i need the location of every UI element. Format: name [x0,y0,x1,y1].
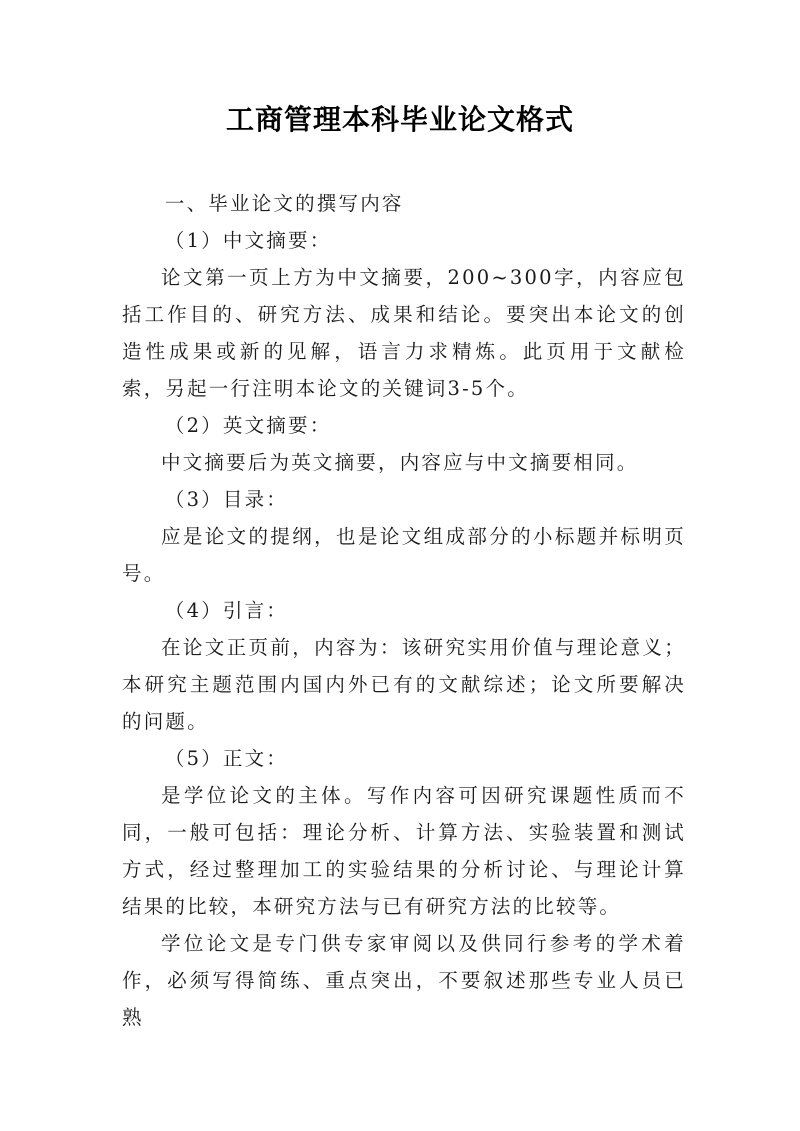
subheading-english-abstract: （2）英文摘要： [164,414,332,437]
subheading-table-of-contents: （3）目录： [164,488,288,511]
paragraph-introduction: 在论文正页前，内容为：该研究实用价值与理论意义；本研究主题范围内国内外已有的文献综述；论文所要解决的问题。 [122,636,686,733]
section-heading-writing-content: 一、毕业论文的撰写内容 [164,192,404,215]
paragraph-chinese-abstract: 论文第一页上方为中文摘要，200~300字，内容应包括工作目的、研究方法、成果和结论。要突出本论文的创造性成果或新的见解，语言力求精炼。此页用于文献检索，另起一行注明本论文的关键词3-5个。 [122,266,686,400]
subheading-main-text: （5）正文： [164,747,288,770]
paragraph-english-abstract: 中文摘要后为英文摘要，内容应与中文摘要相同。 [161,451,639,474]
subheading-chinese-abstract: （1）中文摘要： [164,229,332,252]
paragraph-table-of-contents: 应是论文的提纲，也是论文组成部分的小标题并标明页号。 [122,525,686,585]
document-body [122,185,686,1036]
subheading-introduction: （4）引言： [164,599,288,622]
paragraph-academic-writing: 学位论文是专门供专家审阅以及供同行参考的学术着作，必须写得简练、重点突出，不要叙述那些专业人员已熟 [122,932,686,1029]
document-title: 工商管理本科毕业论文格式 [225,103,574,136]
paragraph-main-text: 是学位论文的主体。写作内容可因研究课题性质而不同，一般可包括：理论分析、计算方法、实验装置和测试方式，经过整理加工的实验结果的分析讨论、与理论计算结果的比较，本研究方法与已有研究方法的比较等。 [122,784,686,918]
